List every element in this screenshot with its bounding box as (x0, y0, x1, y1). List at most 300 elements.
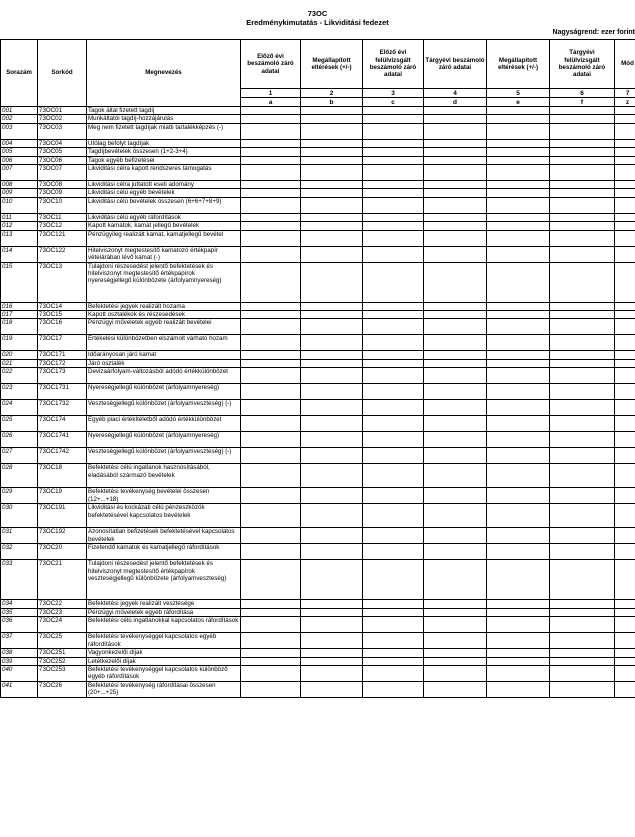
value-cell[interactable] (424, 617, 487, 633)
table-row (1, 335, 635, 351)
value-cell[interactable] (424, 213, 487, 221)
value-cell[interactable] (363, 222, 424, 230)
value-cell[interactable] (241, 617, 301, 633)
value-cell[interactable] (424, 181, 487, 189)
value-cell[interactable] (363, 148, 424, 156)
row-serial: 030 (1, 504, 38, 528)
value-cell[interactable] (550, 302, 615, 310)
value-cell[interactable] (241, 665, 301, 681)
value-cell[interactable] (363, 351, 424, 359)
value-cell[interactable] (363, 600, 424, 608)
value-cell[interactable] (424, 488, 487, 504)
value-cell[interactable] (615, 657, 635, 665)
row-serial: 036 (1, 617, 38, 633)
value-cell[interactable] (487, 148, 550, 156)
value-cell[interactable] (241, 432, 301, 448)
value-cell[interactable] (550, 368, 615, 384)
value-cell[interactable] (301, 181, 363, 189)
row-code: 73OC05 (38, 148, 87, 156)
value-cell[interactable] (363, 213, 424, 221)
value-cell[interactable] (424, 504, 487, 528)
value-cell[interactable] (301, 165, 363, 181)
value-cell[interactable] (615, 107, 635, 115)
value-cell[interactable] (424, 139, 487, 147)
value-cell[interactable] (487, 448, 550, 464)
value-cell[interactable] (241, 139, 301, 147)
value-cell[interactable] (615, 608, 635, 616)
value-cell[interactable] (241, 181, 301, 189)
value-cell[interactable] (363, 528, 424, 544)
value-cell[interactable] (487, 262, 550, 302)
value-cell[interactable] (550, 657, 615, 665)
value-cell[interactable] (487, 657, 550, 665)
value-cell[interactable] (487, 335, 550, 351)
value-cell[interactable] (301, 544, 363, 560)
value-cell[interactable] (241, 359, 301, 367)
value-cell[interactable] (301, 560, 363, 600)
value-cell[interactable] (550, 165, 615, 181)
value-cell[interactable] (301, 649, 363, 657)
value-cell[interactable] (363, 359, 424, 367)
value-cell[interactable] (241, 246, 301, 262)
value-cell[interactable] (301, 156, 363, 164)
value-cell[interactable] (550, 400, 615, 416)
value-cell[interactable] (363, 617, 424, 633)
value-cell[interactable] (615, 115, 635, 123)
value-cell[interactable] (550, 115, 615, 123)
value-cell[interactable] (487, 213, 550, 221)
value-cell[interactable] (363, 156, 424, 164)
value-cell[interactable] (550, 246, 615, 262)
row-code: 73OC1731 (38, 384, 87, 400)
value-cell[interactable] (241, 107, 301, 115)
value-cell[interactable] (363, 649, 424, 657)
value-cell[interactable] (241, 488, 301, 504)
value-cell[interactable] (424, 665, 487, 681)
value-cell[interactable] (615, 649, 635, 657)
value-cell[interactable] (487, 165, 550, 181)
value-cell[interactable] (424, 115, 487, 123)
value-cell[interactable] (615, 400, 635, 416)
value-cell[interactable] (241, 262, 301, 302)
value-cell[interactable] (301, 197, 363, 213)
value-cell[interactable] (363, 107, 424, 115)
value-cell[interactable] (550, 464, 615, 488)
value-cell[interactable] (487, 665, 550, 681)
value-cell[interactable] (363, 181, 424, 189)
value-cell[interactable] (615, 504, 635, 528)
value-cell[interactable] (615, 617, 635, 633)
value-cell[interactable] (363, 416, 424, 432)
value-cell[interactable] (301, 681, 363, 697)
value-cell[interactable] (241, 165, 301, 181)
value-cell[interactable] (424, 657, 487, 665)
value-cell[interactable] (363, 432, 424, 448)
col-number: 5 (487, 89, 550, 98)
value-cell[interactable] (424, 400, 487, 416)
value-cell[interactable] (424, 633, 487, 649)
value-cell[interactable] (487, 139, 550, 147)
value-cell[interactable] (424, 262, 487, 302)
value-cell[interactable] (301, 665, 363, 681)
value-cell[interactable] (301, 115, 363, 123)
value-cell[interactable] (615, 222, 635, 230)
value-cell[interactable] (615, 165, 635, 181)
value-cell[interactable] (363, 302, 424, 310)
value-cell[interactable] (241, 633, 301, 649)
value-cell[interactable] (615, 230, 635, 246)
value-cell[interactable] (615, 488, 635, 504)
value-cell[interactable] (487, 359, 550, 367)
value-cell[interactable] (424, 544, 487, 560)
value-cell[interactable] (550, 560, 615, 600)
value-cell[interactable] (487, 600, 550, 608)
value-cell[interactable] (487, 123, 550, 139)
value-cell[interactable] (301, 448, 363, 464)
value-cell[interactable] (363, 665, 424, 681)
value-cell[interactable] (550, 189, 615, 197)
value-cell[interactable] (241, 560, 301, 600)
value-cell[interactable] (487, 504, 550, 528)
value-cell[interactable] (615, 351, 635, 359)
value-cell[interactable] (301, 262, 363, 302)
value-cell[interactable] (241, 600, 301, 608)
value-cell[interactable] (615, 368, 635, 384)
value-cell[interactable] (487, 400, 550, 416)
value-cell[interactable] (550, 608, 615, 616)
value-cell[interactable] (424, 246, 487, 262)
value-cell[interactable] (550, 448, 615, 464)
value-cell[interactable] (615, 633, 635, 649)
value-cell[interactable] (615, 311, 635, 319)
value-cell[interactable] (487, 156, 550, 164)
value-cell[interactable] (550, 359, 615, 367)
value-cell[interactable] (424, 368, 487, 384)
value-cell[interactable] (301, 400, 363, 416)
value-cell[interactable] (424, 319, 487, 335)
value-cell[interactable] (301, 123, 363, 139)
value-cell[interactable] (241, 351, 301, 359)
value-cell[interactable] (241, 608, 301, 616)
value-cell[interactable] (615, 359, 635, 367)
value-cell[interactable] (301, 246, 363, 262)
value-cell[interactable] (487, 560, 550, 600)
value-cell[interactable] (487, 246, 550, 262)
value-cell[interactable] (301, 633, 363, 649)
value-cell[interactable] (241, 197, 301, 213)
value-cell[interactable] (550, 156, 615, 164)
value-cell[interactable] (615, 464, 635, 488)
value-cell[interactable] (363, 262, 424, 302)
value-cell[interactable] (301, 368, 363, 384)
value-cell[interactable] (424, 107, 487, 115)
value-cell[interactable] (424, 608, 487, 616)
value-cell[interactable] (301, 384, 363, 400)
value-cell[interactable] (301, 416, 363, 432)
value-cell[interactable] (424, 302, 487, 310)
value-cell[interactable] (241, 416, 301, 432)
value-cell[interactable] (301, 488, 363, 504)
value-cell[interactable] (615, 560, 635, 600)
value-cell[interactable] (487, 432, 550, 448)
value-cell[interactable] (241, 311, 301, 319)
value-cell[interactable] (241, 230, 301, 246)
value-cell[interactable] (550, 681, 615, 697)
value-cell[interactable] (241, 544, 301, 560)
value-cell[interactable] (424, 230, 487, 246)
value-cell[interactable] (363, 335, 424, 351)
value-cell[interactable] (615, 262, 635, 302)
value-cell[interactable] (301, 139, 363, 147)
value-cell[interactable] (241, 189, 301, 197)
value-cell[interactable] (550, 488, 615, 504)
value-cell[interactable] (241, 319, 301, 335)
value-cell[interactable] (363, 504, 424, 528)
value-cell[interactable] (241, 400, 301, 416)
value-cell[interactable] (363, 464, 424, 488)
value-cell[interactable] (241, 148, 301, 156)
value-cell[interactable] (550, 600, 615, 608)
value-cell[interactable] (550, 384, 615, 400)
value-cell[interactable] (241, 222, 301, 230)
value-cell[interactable] (241, 504, 301, 528)
value-cell[interactable] (615, 213, 635, 221)
value-cell[interactable] (615, 681, 635, 697)
value-cell[interactable] (550, 139, 615, 147)
value-cell[interactable] (615, 416, 635, 432)
value-cell[interactable] (301, 148, 363, 156)
value-cell[interactable] (301, 222, 363, 230)
value-cell[interactable] (487, 528, 550, 544)
value-cell[interactable] (363, 544, 424, 560)
value-cell[interactable] (301, 608, 363, 616)
value-cell[interactable] (424, 189, 487, 197)
value-cell[interactable] (487, 608, 550, 616)
value-cell[interactable] (424, 448, 487, 464)
value-cell[interactable] (424, 384, 487, 400)
row-description: Veszteségjellegű különbözet (árfolyamveszteség) (-) (87, 448, 241, 464)
value-cell[interactable] (615, 302, 635, 310)
value-cell[interactable] (241, 528, 301, 544)
value-cell[interactable] (550, 222, 615, 230)
value-cell[interactable] (487, 311, 550, 319)
value-cell[interactable] (363, 246, 424, 262)
value-cell[interactable] (363, 448, 424, 464)
value-cell[interactable] (487, 416, 550, 432)
value-cell[interactable] (241, 115, 301, 123)
value-cell[interactable] (487, 681, 550, 697)
value-cell[interactable] (615, 197, 635, 213)
value-cell[interactable] (301, 528, 363, 544)
value-cell[interactable] (241, 464, 301, 488)
value-cell[interactable] (487, 230, 550, 246)
value-cell[interactable] (487, 351, 550, 359)
value-cell[interactable] (301, 311, 363, 319)
value-cell[interactable] (487, 368, 550, 384)
value-cell[interactable] (487, 107, 550, 115)
value-cell[interactable] (301, 189, 363, 197)
value-cell[interactable] (615, 448, 635, 464)
value-cell[interactable] (424, 649, 487, 657)
value-cell[interactable] (487, 181, 550, 189)
value-cell[interactable] (550, 617, 615, 633)
col-header-serial: Sorazám (1, 40, 38, 107)
value-cell[interactable] (241, 649, 301, 657)
value-cell[interactable] (363, 657, 424, 665)
value-cell[interactable] (550, 432, 615, 448)
value-cell[interactable] (550, 665, 615, 681)
value-cell[interactable] (550, 262, 615, 302)
value-cell[interactable] (615, 139, 635, 147)
value-cell[interactable] (363, 319, 424, 335)
value-cell[interactable] (241, 156, 301, 164)
value-cell[interactable] (241, 384, 301, 400)
value-cell[interactable] (301, 359, 363, 367)
value-cell[interactable] (363, 197, 424, 213)
value-cell[interactable] (487, 544, 550, 560)
value-cell[interactable] (363, 608, 424, 616)
value-cell[interactable] (550, 213, 615, 221)
value-cell[interactable] (363, 189, 424, 197)
value-cell[interactable] (363, 400, 424, 416)
row-description: Fizetendő kamatok és kamatjellegű ráfordítások (87, 544, 241, 560)
value-cell[interactable] (424, 359, 487, 367)
value-cell[interactable] (363, 230, 424, 246)
value-cell[interactable] (615, 319, 635, 335)
value-cell[interactable] (301, 230, 363, 246)
value-cell[interactable] (363, 368, 424, 384)
value-cell[interactable] (487, 319, 550, 335)
value-cell[interactable] (424, 600, 487, 608)
value-cell[interactable] (301, 319, 363, 335)
value-cell[interactable] (550, 544, 615, 560)
value-cell[interactable] (301, 335, 363, 351)
value-cell[interactable] (241, 302, 301, 310)
value-cell[interactable] (424, 156, 487, 164)
value-cell[interactable] (301, 213, 363, 221)
value-cell[interactable] (424, 165, 487, 181)
value-cell[interactable] (301, 302, 363, 310)
value-cell[interactable] (487, 302, 550, 310)
value-cell[interactable] (424, 335, 487, 351)
value-cell[interactable] (615, 384, 635, 400)
value-cell[interactable] (550, 504, 615, 528)
value-cell[interactable] (615, 246, 635, 262)
value-cell[interactable] (363, 560, 424, 600)
value-cell[interactable] (550, 528, 615, 544)
value-cell[interactable] (241, 681, 301, 697)
value-cell[interactable] (487, 189, 550, 197)
value-cell[interactable] (301, 107, 363, 115)
value-cell[interactable] (550, 649, 615, 657)
value-cell[interactable] (487, 197, 550, 213)
value-cell[interactable] (487, 633, 550, 649)
value-cell[interactable] (241, 335, 301, 351)
value-cell[interactable] (550, 335, 615, 351)
value-cell[interactable] (487, 384, 550, 400)
value-cell[interactable] (241, 213, 301, 221)
value-cell[interactable] (615, 148, 635, 156)
value-cell[interactable] (487, 617, 550, 633)
value-cell[interactable] (615, 181, 635, 189)
value-cell[interactable] (550, 197, 615, 213)
row-code: 73OC06 (38, 156, 87, 164)
value-cell[interactable] (615, 189, 635, 197)
value-cell[interactable] (615, 335, 635, 351)
value-cell[interactable] (550, 351, 615, 359)
value-cell[interactable] (615, 156, 635, 164)
value-cell[interactable] (615, 600, 635, 608)
value-cell[interactable] (301, 600, 363, 608)
value-cell[interactable] (301, 351, 363, 359)
value-cell[interactable] (550, 416, 615, 432)
value-cell[interactable] (424, 351, 487, 359)
row-code: 73OC24 (38, 617, 87, 633)
value-cell[interactable] (487, 464, 550, 488)
value-cell[interactable] (487, 115, 550, 123)
value-cell[interactable] (615, 123, 635, 139)
value-cell[interactable] (424, 123, 487, 139)
value-cell[interactable] (487, 649, 550, 657)
value-cell[interactable] (550, 107, 615, 115)
value-cell[interactable] (363, 681, 424, 697)
value-cell[interactable] (363, 384, 424, 400)
value-cell[interactable] (363, 311, 424, 319)
value-cell[interactable] (424, 416, 487, 432)
value-cell[interactable] (487, 488, 550, 504)
value-cell[interactable] (241, 368, 301, 384)
value-cell[interactable] (550, 148, 615, 156)
value-cell[interactable] (363, 488, 424, 504)
value-cell[interactable] (550, 311, 615, 319)
value-cell[interactable] (487, 222, 550, 230)
value-cell[interactable] (424, 311, 487, 319)
value-cell[interactable] (301, 504, 363, 528)
value-cell[interactable] (241, 123, 301, 139)
value-cell[interactable] (363, 165, 424, 181)
value-cell[interactable] (424, 432, 487, 448)
value-cell[interactable] (615, 432, 635, 448)
value-cell[interactable] (363, 633, 424, 649)
value-cell[interactable] (424, 148, 487, 156)
value-cell[interactable] (550, 123, 615, 139)
row-serial: 014 (1, 246, 38, 262)
value-cell[interactable] (363, 123, 424, 139)
value-cell[interactable] (424, 222, 487, 230)
value-cell[interactable] (615, 544, 635, 560)
value-cell[interactable] (424, 528, 487, 544)
value-cell[interactable] (615, 528, 635, 544)
value-cell[interactable] (301, 464, 363, 488)
value-cell[interactable] (550, 181, 615, 189)
value-cell[interactable] (241, 657, 301, 665)
table-row (1, 351, 635, 359)
value-cell[interactable] (301, 432, 363, 448)
value-cell[interactable] (550, 230, 615, 246)
value-cell[interactable] (363, 139, 424, 147)
value-cell[interactable] (424, 681, 487, 697)
value-cell[interactable] (301, 617, 363, 633)
value-cell[interactable] (424, 560, 487, 600)
value-cell[interactable] (615, 665, 635, 681)
value-cell[interactable] (550, 633, 615, 649)
value-cell[interactable] (424, 464, 487, 488)
value-cell[interactable] (550, 319, 615, 335)
value-cell[interactable] (301, 657, 363, 665)
value-cell[interactable] (363, 115, 424, 123)
value-cell[interactable] (424, 197, 487, 213)
value-cell[interactable] (241, 448, 301, 464)
